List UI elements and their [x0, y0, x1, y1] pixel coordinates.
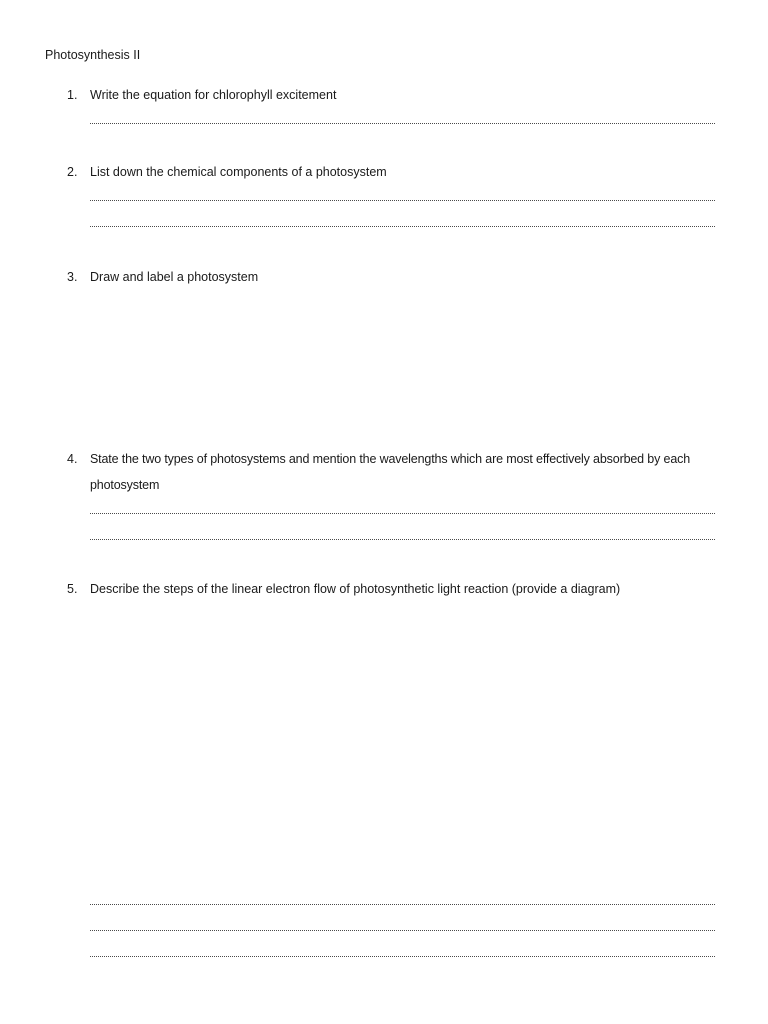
worksheet-title: Photosynthesis II — [45, 48, 141, 62]
question-2-text: List down the chemical components of a photosystem — [90, 165, 387, 179]
question-1-number: 1. — [67, 88, 78, 102]
question-5-diagram-area[interactable] — [90, 604, 715, 889]
question-1-answer-line[interactable] — [90, 123, 715, 124]
question-5-text: Describe the steps of the linear electron flow of photosynthetic light reaction (provide a diagram) — [90, 582, 621, 596]
question-4-number: 4. — [67, 452, 78, 466]
question-3-drawing-area[interactable] — [90, 292, 715, 442]
question-4-answer-line-2[interactable] — [90, 539, 715, 540]
question-1-text: Write the equation for chlorophyll excitement — [90, 88, 337, 102]
question-2-number: 2. — [67, 165, 78, 179]
question-4-text: State the two types of photosystems and mention the wavelengths which are most effectively absorbed by each photosystem — [90, 452, 691, 492]
question-5-answer-line-3[interactable] — [90, 956, 715, 957]
question-3-text: Draw and label a photosystem — [90, 270, 259, 284]
question-2-answer-line-2[interactable] — [90, 226, 715, 227]
question-4-answer-line-1[interactable] — [90, 513, 715, 514]
question-5-number: 5. — [67, 582, 78, 596]
question-5-answer-line-2[interactable] — [90, 930, 715, 931]
question-5-answer-line-1[interactable] — [90, 904, 715, 905]
question-2-answer-line-1[interactable] — [90, 200, 715, 201]
question-3-number: 3. — [67, 270, 78, 284]
